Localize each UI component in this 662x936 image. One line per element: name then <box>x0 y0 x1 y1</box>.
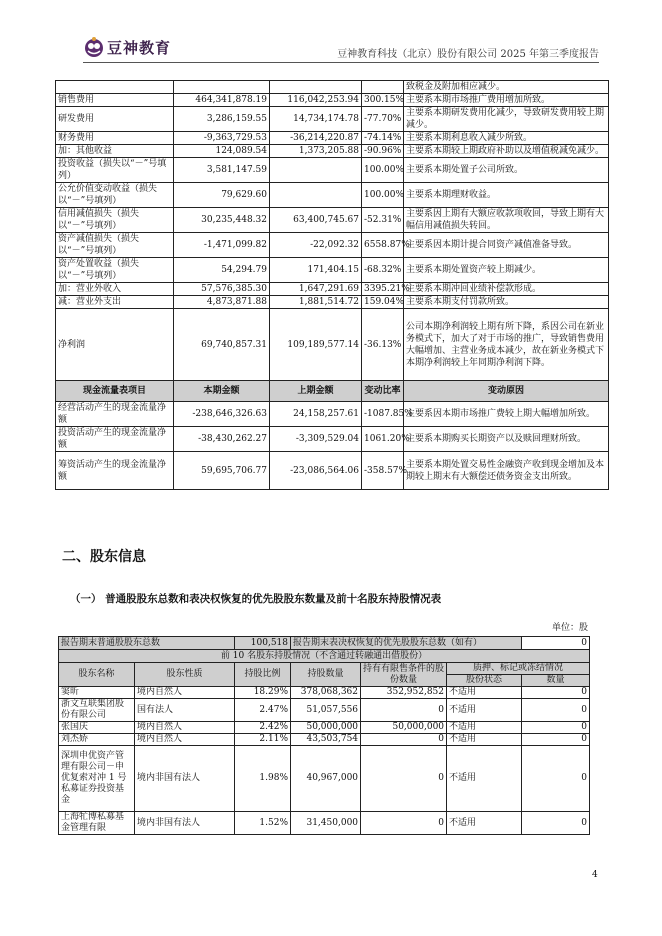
row-change: -1087.85% <box>362 402 404 427</box>
total-holders-label: 报告期末普通股股东总数 <box>59 637 235 650</box>
holder-shares: 51,057,556 <box>291 699 361 722</box>
row-item: 研发费用 <box>56 107 174 132</box>
row-current: 4,873,871.88 <box>174 296 270 309</box>
holder-nature: 境内自然人 <box>135 722 235 734</box>
income-cashflow-table <box>55 80 609 490</box>
top10-label: 前 10 名股东持股情况（不含通过转融通出借股份） <box>59 650 590 663</box>
row-prior: 1,373,205.88 <box>270 145 362 158</box>
col-nature: 股东性质 <box>135 663 235 687</box>
row-prior: 63,400,745.67 <box>270 208 362 233</box>
holder-shares: 378,068,362 <box>291 687 361 699</box>
row-item: 加：其他收益 <box>56 145 174 158</box>
total-holders-value: 100,518 <box>235 637 291 650</box>
row-prior: 116,042,253.94 <box>270 94 362 107</box>
holder-name: 上海牤博私募基金管理有限 <box>59 812 135 835</box>
holder-nature: 境内自然人 <box>135 734 235 746</box>
row-reason: 主要系本期理财收益。 <box>404 183 609 208</box>
cashflow-header-current: 本期金额 <box>174 381 270 402</box>
col-status: 股份状态 <box>447 675 522 687</box>
row-prior: -36,214,220.87 <box>270 132 362 145</box>
table-row <box>59 734 590 746</box>
holder-restricted: 0 <box>361 746 447 812</box>
holder-nature: 境内非国有法人 <box>135 812 235 835</box>
row-item <box>56 81 174 94</box>
row-item: 财务费用 <box>56 132 174 145</box>
col-name: 股东名称 <box>59 663 135 687</box>
holder-ratio: 2.47% <box>235 699 291 722</box>
holder-shares: 50,000,000 <box>291 722 361 734</box>
holder-shares: 43,503,754 <box>291 734 361 746</box>
row-current: 124,089.54 <box>174 145 270 158</box>
table-row <box>56 145 609 158</box>
holder-status: 不适用 <box>447 687 522 699</box>
row-current: -238,646,326.63 <box>174 402 270 427</box>
row-reason: 主要系因上期有大额应收款项收回，导致上期有大幅信用减值损失转回。 <box>404 208 609 233</box>
col-pledge: 质押、标记或冻结情况 <box>447 663 590 675</box>
row-prior: 14,734,174.78 <box>270 107 362 132</box>
table-row <box>56 402 609 427</box>
row-change: 100.00% <box>362 183 404 208</box>
row-current: 69,740,857.31 <box>174 309 270 381</box>
col-restricted: 持有有限售条件的股份数量 <box>361 663 447 687</box>
row-prior: -3,309,529.04 <box>270 427 362 452</box>
row-change: -74.14% <box>362 132 404 145</box>
holder-ratio: 1.98% <box>235 746 291 812</box>
row-reason: 主要系本期市场推广费用增加所致。 <box>404 94 609 107</box>
row-prior: 24,158,257.61 <box>270 402 362 427</box>
holder-name: 窦昕 <box>59 687 135 699</box>
row-reason: 主要系本期购买长期资产以及赎回理财所致。 <box>404 427 609 452</box>
table-row <box>56 258 609 283</box>
row-change: 100.00% <box>362 158 404 183</box>
row-current: 30,235,448.32 <box>174 208 270 233</box>
holder-restricted: 0 <box>361 699 447 722</box>
row-change: -90.96% <box>362 145 404 158</box>
row-item: 经营活动产生的现金流量净额 <box>56 402 174 427</box>
row-item: 资产处置收益（损失以“－”号填列） <box>56 258 174 283</box>
holder-status: 不适用 <box>447 812 522 835</box>
row-change: -77.70% <box>362 107 404 132</box>
table-row <box>59 746 590 812</box>
table-row <box>59 812 590 835</box>
holder-quantity: 0 <box>522 687 590 699</box>
row-reason: 主要系本期冲回业绩补偿款形成。 <box>404 283 609 296</box>
holder-ratio: 18.29% <box>235 687 291 699</box>
row-item: 资产减值损失（损失以“－”号填列） <box>56 233 174 258</box>
row-reason: 主要系本期研发费用化减少，导致研发费用较上期减少。 <box>404 107 609 132</box>
row-change: 3395.21% <box>362 283 404 296</box>
bean-logo-icon <box>83 36 105 58</box>
row-current: -38,430,262.27 <box>174 427 270 452</box>
logo-text: 豆神教育 <box>107 38 172 57</box>
row-current: 3,581,147.59 <box>174 158 270 183</box>
pref-holders-label: 报告期末表决权恢复的优先股股东总数（如有） <box>291 637 522 650</box>
table-row <box>56 107 609 132</box>
row-change: 300.15% <box>362 94 404 107</box>
table-row <box>59 687 590 699</box>
holder-quantity: 0 <box>522 746 590 812</box>
row-current: 3,286,159.55 <box>174 107 270 132</box>
row-item: 投资收益（损失以“－”号填列） <box>56 158 174 183</box>
row-reason: 公司本期净利润较上期有所下降，系因公司在新业务模式下，加大了对于市场的推广，导致销售费用大幅增加、主营业务成本减少，故在新业务模式下本期净利润较上年同期净利润下降。 <box>404 309 609 381</box>
row-change: 159.04% <box>362 296 404 309</box>
holder-quantity: 0 <box>522 722 590 734</box>
row-item: 投资活动产生的现金流量净额 <box>56 427 174 452</box>
holder-status: 不适用 <box>447 722 522 734</box>
holder-status: 不适用 <box>447 734 522 746</box>
row-prior: 1,647,291.69 <box>270 283 362 296</box>
row-item: 公允价值变动收益（损失以“－”号填列） <box>56 183 174 208</box>
row-reason: 主要系因本期市场推广费较上期大幅增加所致。 <box>404 402 609 427</box>
col-quantity: 数量 <box>522 675 590 687</box>
row-change: -358.57% <box>362 452 404 490</box>
table-row <box>56 452 609 490</box>
table-row <box>56 158 609 183</box>
holder-name: 浙文互联集团股份有限公司 <box>59 699 135 722</box>
row-current: -9,363,729.53 <box>174 132 270 145</box>
unit-label: 单位：股 <box>551 623 588 633</box>
row-item: 净利润 <box>56 309 174 381</box>
row-current: -1,471,099.82 <box>174 233 270 258</box>
table-row <box>56 208 609 233</box>
page-number: 4 <box>592 870 598 880</box>
cashflow-header-item: 现金流量表项目 <box>56 381 174 402</box>
row-current: 54,294.79 <box>174 258 270 283</box>
table-row <box>59 699 590 722</box>
row-reason: 主要系因本期计提合同资产减值准备导致。 <box>404 233 609 258</box>
row-item: 筹资活动产生的现金流量净额 <box>56 452 174 490</box>
row-reason: 主要系本期处置交易性金融资产收到现金增加及本期较上期末有大额偿还债务资金支出所致。 <box>404 452 609 490</box>
holder-status: 不适用 <box>447 746 522 812</box>
row-change: -52.31% <box>362 208 404 233</box>
table-row <box>56 296 609 309</box>
row-change: -68.32% <box>362 258 404 283</box>
row-current: 59,695,706.77 <box>174 452 270 490</box>
table-row <box>56 283 609 296</box>
row-item: 信用减值损失（损失以“－”号填列） <box>56 208 174 233</box>
row-item: 减：营业外支出 <box>56 296 174 309</box>
table-row <box>56 183 609 208</box>
row-prior: 109,189,577.14 <box>270 309 362 381</box>
holder-name: 深圳申优资产管理有限公司－申优复索对冲 1 号私募证券投资基金 <box>59 746 135 812</box>
holder-ratio: 1.52% <box>235 812 291 835</box>
cashflow-header-reason: 变动原因 <box>404 381 609 402</box>
table-row <box>56 427 609 452</box>
row-reason: 主要系本期处置资产较上期减少。 <box>404 258 609 283</box>
holder-ratio: 2.42% <box>235 722 291 734</box>
company-logo <box>83 36 171 58</box>
table-row <box>56 132 609 145</box>
holder-restricted: 50,000,000 <box>361 722 447 734</box>
section-title: 二、股东信息 <box>62 549 146 565</box>
row-current: 79,629.60 <box>174 183 270 208</box>
row-reason: 致税金及附加相应减少。 <box>404 81 609 94</box>
col-ratio: 持股比例 <box>235 663 291 687</box>
row-change: 6558.87% <box>362 233 404 258</box>
row-reason: 主要系本期利息收入减少所致。 <box>404 132 609 145</box>
holder-nature: 境内自然人 <box>135 687 235 699</box>
holder-restricted: 352,952,852 <box>361 687 447 699</box>
table-row <box>56 309 609 381</box>
holder-nature: 国有法人 <box>135 699 235 722</box>
holder-restricted: 0 <box>361 812 447 835</box>
col-shares: 持股数量 <box>291 663 361 687</box>
row-prior <box>270 81 362 94</box>
row-current: 57,576,385.30 <box>174 283 270 296</box>
row-prior <box>270 158 362 183</box>
holder-status: 不适用 <box>447 699 522 722</box>
holder-shares: 40,967,000 <box>291 746 361 812</box>
row-item: 销售费用 <box>56 94 174 107</box>
holder-nature: 境内非国有法人 <box>135 746 235 812</box>
holder-quantity: 0 <box>522 734 590 746</box>
holder-quantity: 0 <box>522 812 590 835</box>
row-reason: 主要系本期处置子公司所致。 <box>404 158 609 183</box>
row-change: 1061.20% <box>362 427 404 452</box>
cashflow-header-change: 变动比率 <box>362 381 404 402</box>
holder-shares: 31,450,000 <box>291 812 361 835</box>
shareholder-table <box>58 636 590 835</box>
row-item: 加：营业外收入 <box>56 283 174 296</box>
row-prior: -22,092.32 <box>270 233 362 258</box>
table-row <box>56 94 609 107</box>
row-change: -36.13% <box>362 309 404 381</box>
holder-restricted: 0 <box>361 734 447 746</box>
row-prior: -23,086,564.06 <box>270 452 362 490</box>
page-header <box>83 36 599 63</box>
holder-quantity: 0 <box>522 699 590 722</box>
row-current <box>174 81 270 94</box>
cashflow-header-row <box>56 381 609 402</box>
section-subtitle: （一） 普通股股东总数和表决权恢复的优先股股东数量及前十名股东持股情况表 <box>70 593 442 605</box>
row-prior <box>270 183 362 208</box>
row-reason: 主要系本期支付罚款所致。 <box>404 296 609 309</box>
row-prior: 1,881,514.72 <box>270 296 362 309</box>
pref-holders-value: 0 <box>522 637 590 650</box>
report-title: 豆神教育科技（北京）股份有限公司 2025 年第三季度报告 <box>337 49 599 60</box>
row-current: 464,341,878.19 <box>174 94 270 107</box>
table-row <box>56 81 609 94</box>
table-row <box>59 722 590 734</box>
row-prior: 171,404.15 <box>270 258 362 283</box>
table-row <box>56 233 609 258</box>
holder-name: 刘杰娇 <box>59 734 135 746</box>
cashflow-header-prior: 上期金额 <box>270 381 362 402</box>
holder-name: 张国庆 <box>59 722 135 734</box>
row-change <box>362 81 404 94</box>
row-reason: 主要系本期较上期政府补助以及增值税减免减少。 <box>404 145 609 158</box>
holder-ratio: 2.11% <box>235 734 291 746</box>
